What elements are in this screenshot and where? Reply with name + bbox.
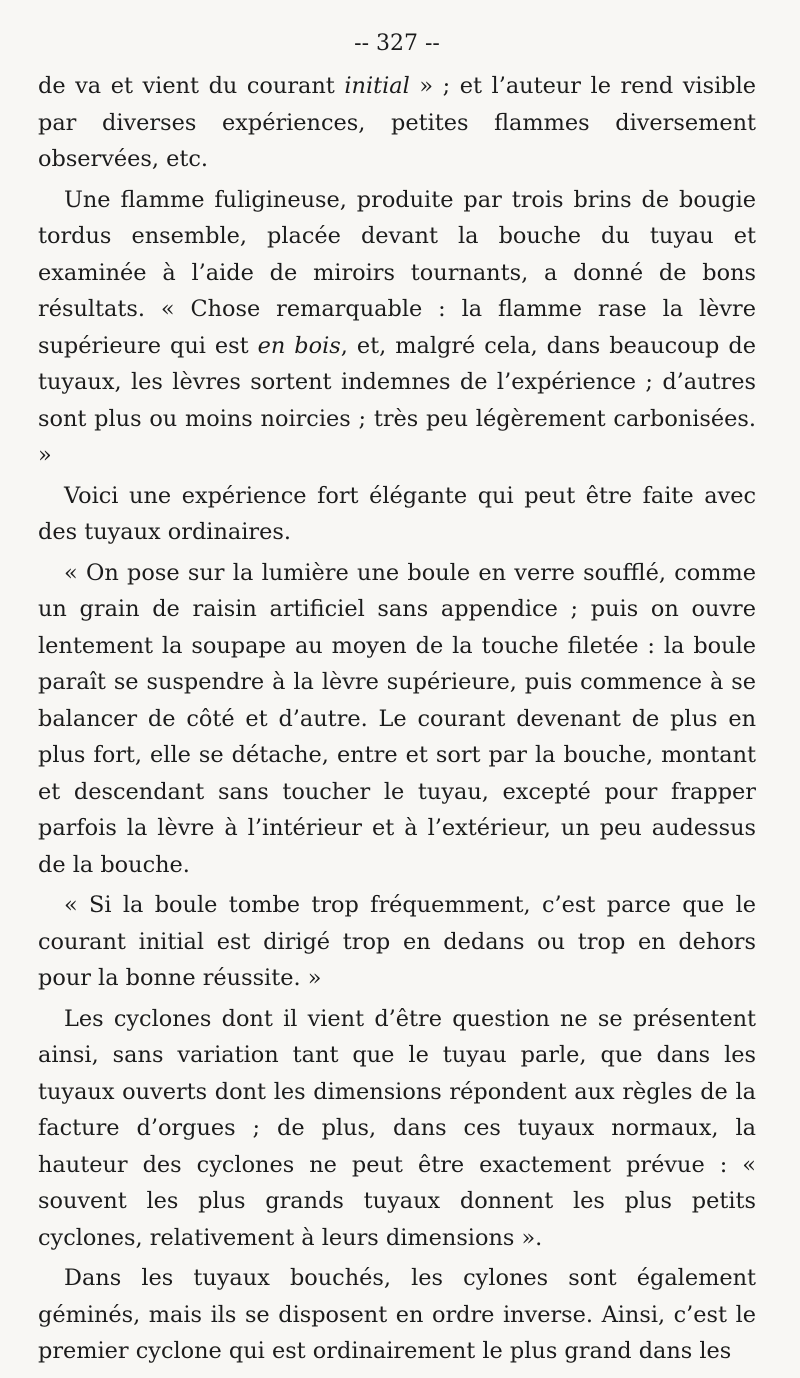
- paragraph-text: « On pose sur la lumière une boule en verre soufflé, comme un grain de raisin artificiel sans appendice ; puis on ouvre lentement la soupape au moyen de la touche filetée : la boule paraît se suspendre à la lèvre supérieure, puis commence à se balancer de côté et d’autre. Le courant devenant de plus en plus fort, elle se détache, entre et sort par la bouche, montant et descendant sans toucher le tuyau, excepté pour frapper parfois la lèvre à l’intérieur et à l’extérieur, un peu audessus de la bouche.: [38, 559, 756, 878]
- paragraph-text: Une flamme fuligineuse, produite par trois brins de bougie tordus ensemble, placée devant la bouche du tuyau et examinée à l’aide de miroirs tournants, a donné de bons résultats. « Chose remarquable : la flamme rase la lèvre supérieure qui est: [38, 186, 756, 359]
- paragraph-4: [38, 555, 756, 884]
- paragraph-text: « Si la boule tombe trop fréquemment, c’est parce que le courant initial est dirigé trop en dedans ou trop en dehors pour la bonne réussite. »: [38, 892, 756, 991]
- paragraph-text: Voici une expérience fort élégante qui peut être faite avec des tuyaux ordinaires.: [38, 482, 756, 545]
- paragraph-text: Dans les tuyaux bouchés, les cylones sont également géminés, mais ils se disposent en ordre inverse. Ainsi, c’est le premier cyclone qui est ordinairement le plus grand dans les: [38, 1265, 756, 1364]
- italic-text: en bois: [257, 332, 341, 359]
- paragraph-text: Les cyclones dont il vient d’être question ne se présentent ainsi, sans variation tant que le tuyau parle, que dans les tuyaux ouverts dont les dimensions répondent aux règles de la facture d’orgues ; de plus, dans ces tuyaux normaux, la hauteur des cyclones ne peut être exactement prévue : « souvent les plus grands tuyaux donnent les plus petits cyclones, relativement à leurs dimensions ».: [38, 1005, 756, 1251]
- page-number: -- 327 --: [354, 31, 440, 56]
- paragraph-2: [38, 182, 756, 474]
- paragraph-text: » ; et l’auteur le rend visible par diverses expériences, petites flammes diversement observées, etc.: [38, 73, 756, 172]
- paragraph-6: [38, 1001, 756, 1257]
- paragraph-text: , et, malgré cela, dans beaucoup de tuyaux, les lèvres sortent indemnes de l’expérience ; d’autres sont plus ou moins noircies ; très peu légèrement carbonisées. »: [38, 332, 756, 468]
- paragraph-3: [38, 478, 756, 551]
- italic-text: initial: [344, 73, 410, 99]
- paragraph-text: de va et vient du courant: [38, 73, 345, 99]
- paragraph-7: [38, 1260, 756, 1370]
- paragraph-1: [38, 68, 756, 178]
- paragraph-5: [38, 887, 756, 997]
